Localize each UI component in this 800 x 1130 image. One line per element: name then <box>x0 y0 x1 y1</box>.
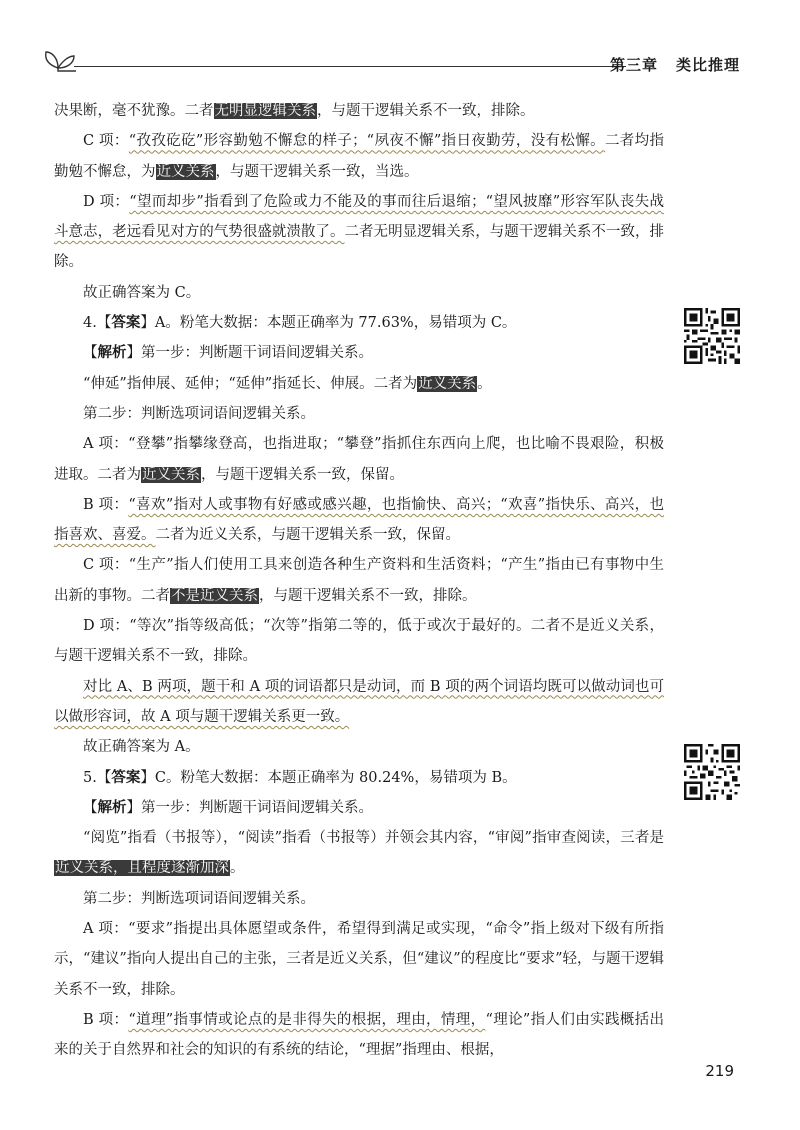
wavy-underline: 对比 A、B 两项，题干和 A 项的词语都只是动词，而 B 项的两个词语均既可以做动词也可以做形容词，故 A 项与题干逻辑关系更一致。 <box>54 678 664 725</box>
wavy-underline: “望而却步”指看到了危险或力不能及的事而往后退缩；“望风披靡”形容军队丧失战斗意志，老远看见对方的气势很盛就溃散了。 <box>54 193 664 241</box>
highlight: 近义关系 <box>156 163 215 180</box>
paragraph: “伸延”指伸展、延伸；“延伸”指延长、伸展。二者为近义关系。 <box>83 375 492 392</box>
highlight: 近义关系 <box>418 375 477 392</box>
page-header <box>40 42 740 82</box>
paragraph: 故正确答案为 A。 <box>83 739 200 756</box>
answer-label: 答案 <box>111 768 141 786</box>
answer-label: 答案 <box>111 314 141 332</box>
paragraph: 第二步：判断选项词语间逻辑关系。 <box>83 405 315 422</box>
paragraph: “阅览”指看（书报等），“阅读”指看（书报等）并领会其内容，“审阅”指审查阅读，三者是近义关系，且程度逐渐加深。 <box>55 830 664 877</box>
highlight: 不是近义关系 <box>171 587 258 604</box>
answer-line: 4.【答案】A。粉笔大数据：本题正确率为 77.63%，易错项为 C。 <box>83 314 517 332</box>
analysis-line: 【解析】第一步：判断题干词语间逻辑关系。 <box>83 798 373 816</box>
chapter-number: 第三章 <box>609 56 658 74</box>
wavy-underline: “孜孜矻矻”形容勤勉不懈怠的样子；“夙夜不懈”指日夜勤劳，没有松懈。 <box>128 133 605 150</box>
wavy-underline: “喜欢”指对人或事物有好感或感兴趣，也指愉快、高兴；“欢喜”指快乐、高兴，也指喜欢、喜爱。 <box>54 496 665 544</box>
page-number: 219 <box>705 1062 734 1080</box>
highlight: 无明显逻辑关系 <box>214 103 316 119</box>
qr-code-icon[interactable] <box>684 744 740 800</box>
paragraph: D 项：“望而却步”指看到了危险或力不能及的事而往后退缩；“望风披靡”形容军队丧失战斗意志，老远看见对方的气势很盛就溃散了。二者无明显逻辑关系，与题干逻辑关系不一致，排除。 <box>54 193 665 271</box>
paragraph: C 项：“孜孜矻矻”形容勤勉不懈怠的样子；“夙夜不懈”指日夜勤劳，没有松懈。二者均指勤勉不懈怠，为近义关系，与题干逻辑关系一致，当选。 <box>54 133 665 180</box>
paragraph: D 项：“等次”指等级高低；“次等”指第二等的，低于或次于最好的。二者不是近义关系，与题干逻辑关系不一致，排除。 <box>54 618 664 665</box>
paragraph: 第二步：判断选项词语间逻辑关系。 <box>83 890 315 907</box>
analysis-label: 解析 <box>97 798 127 816</box>
main-text <box>54 96 664 1066</box>
analysis-label: 解析 <box>97 344 127 362</box>
qr-code-icon[interactable] <box>684 308 740 364</box>
paragraph: A 项：“要求”指提出具体愿望或条件，希望得到满足或实现，“命令”指上级对下级有所指示，“建议”指向人提出自己的主张，三者是近义关系，但“建议”的程度比“要求”轻，与题干逻辑关系不一致，排除。 <box>54 921 664 998</box>
paragraph: 故正确答案为 C。 <box>83 284 201 301</box>
wavy-underline: “道理”指事情或论点的是非得失的根据，理由，情理， <box>128 1011 486 1028</box>
paragraph: 决果断，毫不犹豫。二者无明显逻辑关系，与题干逻辑关系不一致，排除。 <box>54 103 535 119</box>
answer-line: 5.【答案】C。粉笔大数据：本题正确率为 80.24%，易错项为 B。 <box>83 768 517 786</box>
section-title: 类比推理 <box>675 56 740 74</box>
highlight: 近义关系，且程度逐渐加深 <box>55 860 229 877</box>
paragraph <box>54 672 664 733</box>
sprout-icon <box>40 44 76 74</box>
highlight: 近义关系 <box>142 466 200 483</box>
paragraph: B 项：“喜欢”指对人或事物有好感或感兴趣，也指愉快、高兴；“欢喜”指快乐、高兴，也指喜欢、喜爱。二者为近义关系，与题干逻辑关系一致，保留。 <box>54 496 665 544</box>
header-rule <box>74 66 626 67</box>
analysis-line: 【解析】第一步：判断题干词语间逻辑关系。 <box>83 344 373 362</box>
paragraph: B 项：“道理”指事情或论点的是非得失的根据，理由，情理，“理论”指人们由实践概括出来的关于自然界和社会的知识的有系统的结论，“理据”指理由、根据， <box>54 1011 665 1059</box>
chapter-title <box>610 54 740 75</box>
paragraph: A 项：“登攀”指攀缘登高，也指进取；“攀登”指抓住东西向上爬，也比喻不畏艰险，积极进取。二者为近义关系，与题干逻辑关系一致，保留。 <box>54 436 664 483</box>
paragraph: C 项：“生产”指人们使用工具来创造各种生产资料和生活资料；“产生”指由已有事物中生出新的事物。二者不是近义关系，与题干逻辑关系不一致，排除。 <box>54 557 664 604</box>
